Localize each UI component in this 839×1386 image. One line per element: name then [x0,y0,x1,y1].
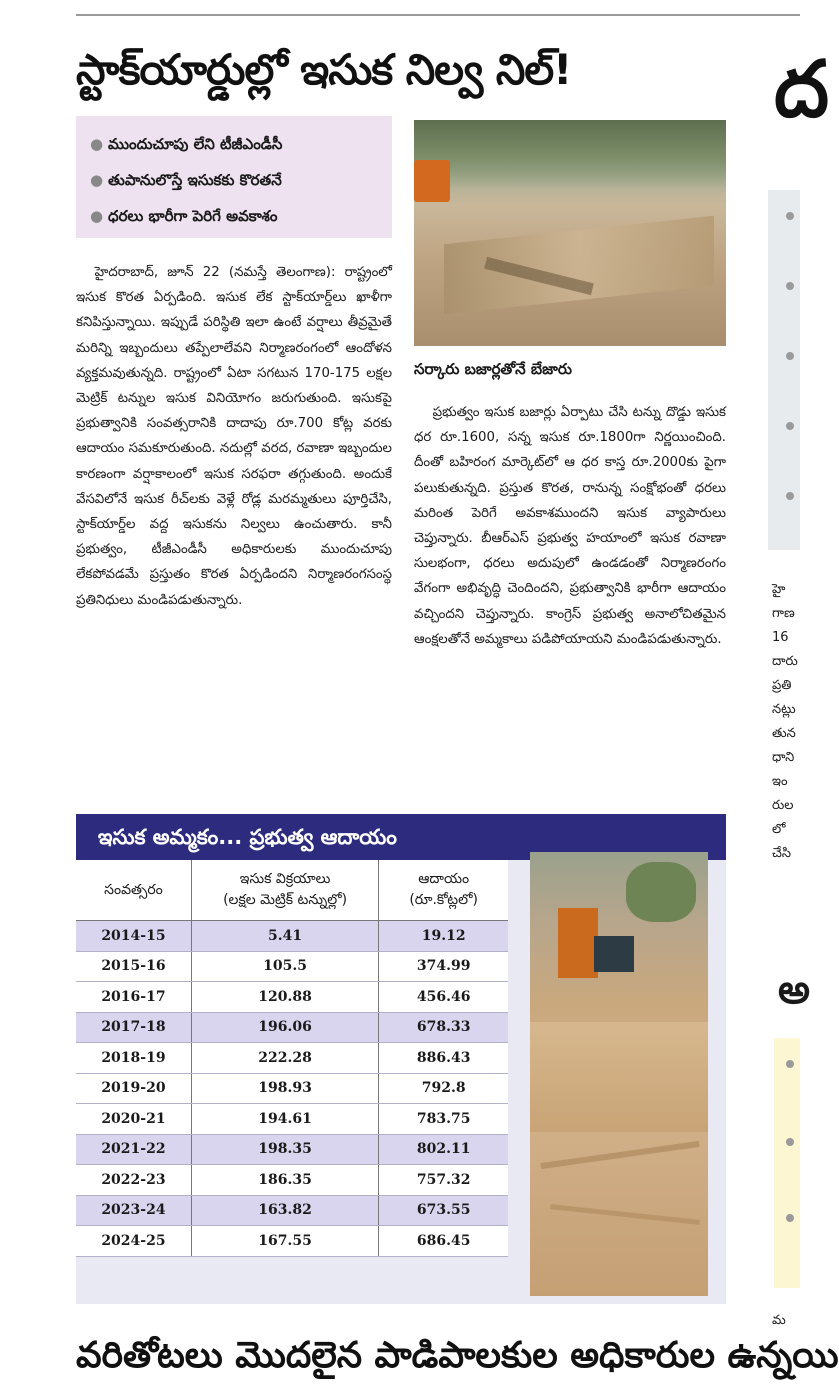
table-header-row [76,860,508,921]
table-row [76,951,508,982]
cell-revenue: 783.75 [379,1104,508,1135]
cell-sales: 5.41 [191,921,378,952]
highlights-box [76,116,392,238]
adjacent-tail-text: మ [772,1313,786,1328]
adjacent-subhead-glyph: అ [778,967,810,1013]
cell-year: 2023-24 [76,1195,191,1226]
excavator-shape [414,160,450,202]
cell-year: 2021-22 [76,1134,191,1165]
article-headline: స్టాక్‌యార్డుల్లో ఇసుక నిల్వ నిల్! [76,45,572,94]
table-row [76,982,508,1013]
bullet-icon [786,352,794,360]
sand-mining-photo [530,852,708,1296]
cell-year: 2017-18 [76,1012,191,1043]
truck-shape [594,936,634,972]
bullet-icon: ● [90,171,104,189]
tree-line [414,120,726,190]
cell-sales: 222.28 [191,1043,378,1074]
cell-year: 2016-17 [76,982,191,1013]
adjacent-headline-glyph: ద [774,45,830,135]
cell-revenue: 673.55 [379,1195,508,1226]
highlight-item: ● ముందుచూపు లేని టీజీఎండీసీ [76,126,392,162]
bullet-icon [786,492,794,500]
cell-year: 2014-15 [76,921,191,952]
bullet-icon [786,212,794,220]
table-row [76,1226,508,1257]
cell-year: 2022-23 [76,1165,191,1196]
cell-year: 2019-20 [76,1073,191,1104]
header-sales: ఇసుక విక్రయాలు (లక్షల మెట్రిక్ టన్నుల్లో) [191,860,378,921]
cell-year: 2015-16 [76,951,191,982]
bullet-icon [786,282,794,290]
top-rule [76,14,800,16]
middle-column-text: ప్రభుత్వం ఇసుక బజార్లు ఏర్పాటు చేసి టన్ను దొడ్డు ఇసుక ధర రూ.1600, సన్న ఇసుక రూ.1800గా నిర్ణయించింది. దీంతో బహిరంగ మార్కెట్‌లో ఆ ధర కాస్త రూ.2000కు పైగా పలుకుతున్నది. ప్రస్తుత కొరత, రానున్న సంక్షోభంతో ధరలు మరింత పెరిగే అవకాశముందని ఇసుక వ్యాపారులు చెప్తున్నారు. బీఆర్‌ఎస్ ప్రభుత్వ హయాంలో ఇసుక రవాణా సులభంగా, ధరలు అదుపులో ఉండడంతో నిర్మాణరంగం వేగంగా అభివృద్ధి చెందిందని, ప్రభుత్వానికి భారీగా ఆదాయం వచ్చిందని చెప్తున్నారు. కాంగ్రెస్ ప్రభుత్వ అనాలోచితమైన ఆంక్షలతోనే అమ్మకాలు పడిపోయాయని మండిపడుతున్నారు. [414,405,726,647]
cell-revenue: 757.32 [379,1165,508,1196]
table-row [76,1043,508,1074]
cell-revenue: 678.33 [379,1012,508,1043]
tree-shape [626,862,696,922]
header-year: సంవత్సరం [76,860,191,921]
adjacent-article-column: హై గాణ 16 దారు ప్రతి నట్లు తున ధాని ఇం రుల లో చేసి [772,582,798,861]
cell-revenue: 686.45 [379,1226,508,1257]
cell-sales: 163.82 [191,1195,378,1226]
bullet-icon [786,422,794,430]
adjacent-highlights-box [768,190,800,550]
sand-sales-table [76,860,508,1257]
sand-dune [530,1022,708,1132]
table-row [76,921,508,952]
cell-sales: 194.61 [191,1104,378,1135]
sand-sales-infobox [76,814,726,1304]
left-column-text: హైదరాబాద్, జూన్ 22 (నమస్తే తెలంగాణ): రాష్ట్రంలో ఇసుక కొరత ఏర్పడింది. ఇసుక లేక స్టాక్‌యార్డ్‌లు ఖాళీగా కనిపిస్తున్నాయి. ఇప్పుడే పరిస్థితి ఇలా ఉంటే వర్షాలు తీవ్రమైతే మరిన్ని ఇబ్బందులు తప్పేలాలేవని నిర్మాణరంగంలో ఆందోళన వ్యక్తమవుతున్నది. రాష్ట్రంలో ఏటా సగటున 170-175 లక్షల మెట్రిక్ టన్నుల ఇసుక వినియోగం జరుగుతుంది. ఇసుకపై ప్రభుత్వానికి సంవత్సరానికి దాదాపు రూ.700 కోట్ల వరకు ఆదాయం సమకూరుతుంది. నదుల్లో వరద, రవాణా ఇబ్బందుల కారణంగా వర్షాకాలంలో ఇసుక సరఫరా తగ్గుతుంది. అందుకే వేసవిలోనే ఇసుక రీచ్‌లకు వెళ్లే రోడ్ల మరమ్మతులు పూర్తిచేసి, స్టాక్‌యార్డ్‌ల వద్ద ఇసుకను నిల్వలు ఉంచుతారు. కానీ ప్రభుత్వం, టీజీఎండీసీ అధికారులకు ముందుచూపు లేకపోవడమే ప్రస్తుతం కొరత ఏర్పడిందని నిర్మాణరంగసంస్థ ప్రతినిధులు మండిపడుతున్నారు. [76,265,392,608]
table-row [76,1134,508,1165]
table-row [76,1165,508,1196]
article-subhead: సర్కారు బజార్లతోనే బేజారు [414,360,572,378]
bullet-icon: ● [90,207,104,225]
cell-year: 2024-25 [76,1226,191,1257]
cell-sales: 186.35 [191,1165,378,1196]
cell-year: 2018-19 [76,1043,191,1074]
sand-furrow [550,1204,700,1225]
bullet-icon [786,1060,794,1068]
cell-sales: 167.55 [191,1226,378,1257]
cell-revenue: 374.99 [379,951,508,982]
cell-revenue: 792.8 [379,1073,508,1104]
table-row [76,1104,508,1135]
table-row [76,1073,508,1104]
table-title: ఇసుక అమ్మకం... ప్రభుత్వ ఆదాయం [76,814,726,860]
highlight-item: ● ధరలు భారీగా పెరిగే అవకాశం [76,198,392,234]
bullet-icon [786,1214,794,1222]
next-article-headline: వరితోటలు మొదలైన పాడిపాలకుల అధికారుల ఉన్నయి [76,1335,839,1376]
sand-stockyard-photo [414,120,726,346]
cell-sales: 196.06 [191,1012,378,1043]
cell-revenue: 886.43 [379,1043,508,1074]
sand-furrow [540,1141,699,1169]
cell-sales: 198.93 [191,1073,378,1104]
cell-revenue: 456.46 [379,982,508,1013]
cell-year: 2020-21 [76,1104,191,1135]
header-revenue: ఆదాయం (రూ.కోట్లలో) [379,860,508,921]
excavator-shape [558,908,598,978]
table-row [76,1012,508,1043]
adjacent-yellow-box [774,1038,800,1288]
cell-sales: 198.35 [191,1134,378,1165]
cell-sales: 105.5 [191,951,378,982]
cell-sales: 120.88 [191,982,378,1013]
highlight-item: ● తుపానులొస్తే ఇసుకకు కొరతనే [76,162,392,198]
cell-revenue: 802.11 [379,1134,508,1165]
bullet-icon: ● [90,135,104,153]
article-middle-column [414,400,726,652]
cell-revenue: 19.12 [379,921,508,952]
table-row [76,1195,508,1226]
article-left-column [76,260,392,613]
bullet-icon [786,1138,794,1146]
